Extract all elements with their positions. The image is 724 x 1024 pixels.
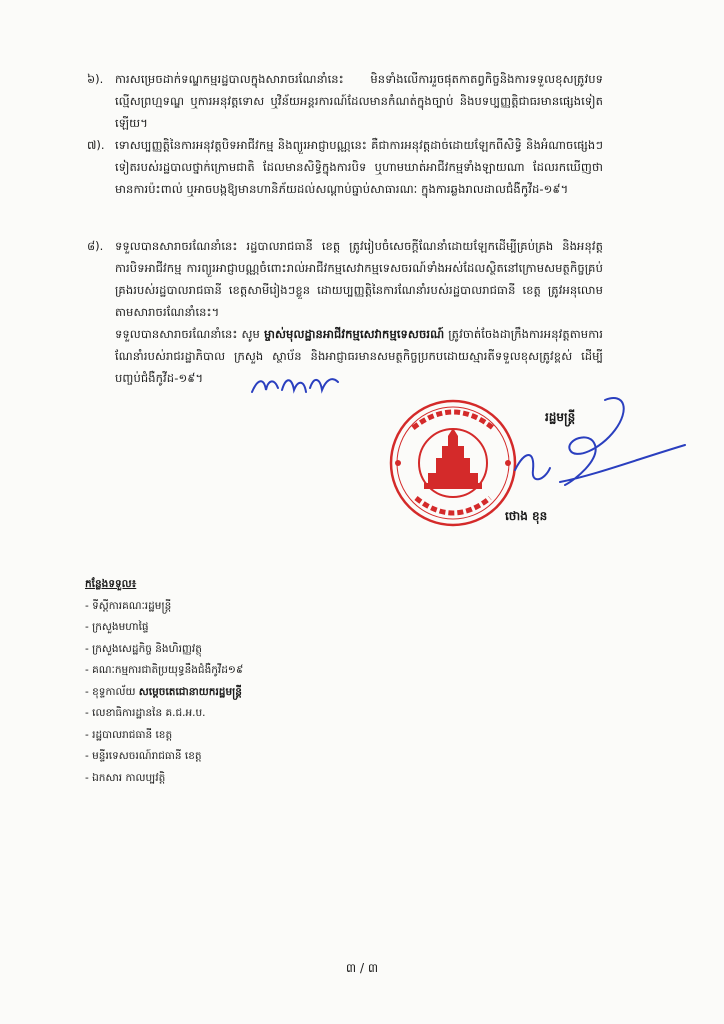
closing-text-pre: ទទួលបានសារាចរណែនាំនេះ សូម [115, 327, 264, 341]
recipients-list [85, 596, 445, 790]
minister-name: ថោង ខុន [505, 509, 548, 523]
closing-text-post: ត្រូវចាត់ចែងដាក្រឹងការអនុវត្តតាមការណែនាំរបស់រាជរដ្ឋាភិបាល ក្រសួង ស្ថាប័ន និងអាជ្ញាធរមានសមត្ថកិច្ចប្រកបដោយស្មារតីទទួលខុសត្រូវខ្ពស់ ដើម្បីបញ្ចប់ជំងឺកូវីដ-១៩។ [115, 327, 603, 385]
recipient-item [85, 682, 445, 704]
item-paragraph-8: ទទួលបានសារាចរណែនាំនេះ រដ្ឋបាលរាជធានី ខេត្ត ត្រូវរៀបចំសេចក្តីណែនាំដោយឡែកដើម្បីគ្រប់គ្រង និងអនុវត្តការបិទអាជីវកម្ម ការព្យួរអាជ្ញាបណ្ណចំពោះរាល់អាជីវកម្មសេវាកម្មទេសចរណ៍ទាំងអស់ដែលស្ថិតនៅក្រោមសមត្ថកិច្ចគ្រប់គ្រងរបស់រដ្ឋបាលរាជធានី ខេត្តសាមីរៀងៗខ្លួន ដោយប្បញ្ញត្តិនៃការណែនាំរបស់រដ្ឋបាលរាជធានី ខេត្ត ត្រូវអនុលោមតាមសារាចរណែនាំនេះ។ [115, 239, 603, 319]
recipient-item: - គណៈកម្មការជាតិប្រយុទ្ធនឹងជំងឺកូវីដ១៩ [85, 664, 244, 676]
recipient-item: - មន្ទីរទេសចរណ៍រាជធានី ខេត្ត [85, 750, 202, 762]
recipient-item: - ទីស្តីការគណៈរដ្ឋមន្ត្រី [85, 599, 172, 612]
recipient-item-prefix: - ខុទ្ទកាល័យ [85, 685, 139, 698]
recipient-item: - ក្រសួងមហាផ្ទៃ [85, 621, 149, 633]
item-paragraph-6: ការសម្រេចដាក់ទណ្ឌកម្មរដ្ឋបាលក្នុងសារាចរណែនាំនេះ មិនទាំងលើការរួចផុតកាតព្វកិច្ចនិងការទទួលខុសត្រូវបទល្មើសព្រហ្មទណ្ឌ ឬការអនុវត្តទោស ឬវិន័យអន្តរការណ៍ដែលមានកំណត់ក្នុងច្បាប់ និងបទប្បញ្ញត្តិជាធរមានផ្សេងទៀតឡើយ។ [115, 72, 603, 130]
closing-text-bold: ម្ចាស់មុលដ្ឋានអាជីវកម្មសេវាកម្មទេសចរណ៍ [263, 327, 445, 341]
item-number-6: ៦). [87, 72, 104, 86]
item-paragraph-7: ទោសប្បញ្ញត្តិនៃការអនុវត្តបិទអាជីវកម្ម និងព្យួរអាជ្ញាបណ្ណនេះ គឺជាការអនុវត្តដាច់ដោយឡែកពីសិទ្ធិ និងអំណាចផ្សេងៗទៀតរបស់រដ្ឋបាលថ្នាក់ក្រោមជាតិ ដែលមានសិទ្ធិក្នុងការបិទ ឬហាមឃាត់អាជីវកម្មទាំងឡាយណា ដែលរកឃើញថាមានការប៉ះពាល់ ឬអាចបង្កឱ្យមានហានិភ័យដល់សណ្តាប់ធ្នាប់សាធារណៈ ក្នុងការឆ្លងរាលដាលជំងឺកូវីដ-១៩។ [115, 138, 603, 196]
recipients-block [85, 574, 445, 789]
recipients-heading: កន្លែងទទួល៖ [85, 578, 137, 590]
recipient-item: - ឯកសារ កាលប្បវត្តិ [85, 771, 166, 784]
recipient-item: - លេខាធិការដ្ឋាននៃ គ.ជ.អ.ប. [85, 707, 206, 719]
handwritten-date [248, 372, 343, 398]
recipient-item: - ក្រសួងសេដ្ឋកិច្ច និងហិរញ្ញវត្ថុ [85, 642, 202, 655]
item-number-8: ៨). [87, 239, 104, 253]
item-number-7: ៧). [87, 138, 105, 152]
minister-signature [455, 390, 695, 510]
recipient-item-bold: សម្តេចតេជោនាយករដ្ឋមន្ត្រី [138, 685, 242, 698]
recipient-item: - រដ្ឋបាលរាជធានី ខេត្ត [85, 728, 173, 741]
page-number: ៣ / ៣ [345, 961, 379, 975]
minister-title: រដ្ឋមន្ត្រី [545, 410, 576, 424]
closing-paragraph [115, 323, 603, 389]
